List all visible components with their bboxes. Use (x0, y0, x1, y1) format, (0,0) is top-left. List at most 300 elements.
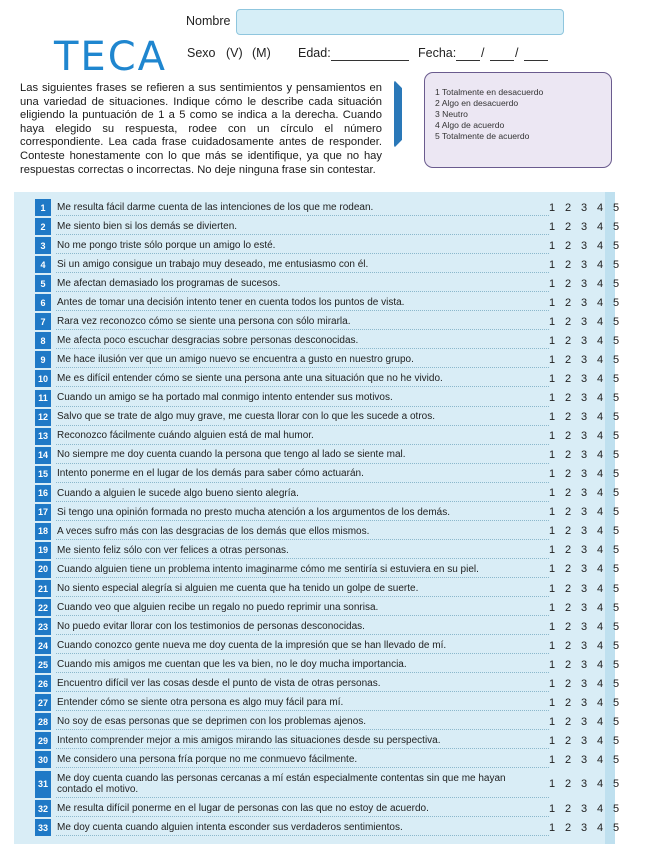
rating-option-1[interactable]: 1 (548, 411, 556, 424)
rating-option-3[interactable]: 3 (580, 430, 588, 443)
item-text: Cuando alguien tiene un problema intento imaginarme cómo me sentiría si estuviera en su piel. (57, 563, 479, 575)
rating-option-1[interactable]: 1 (548, 392, 556, 405)
item-number: 3 (35, 237, 51, 254)
rating-option-1[interactable]: 1 (548, 544, 556, 557)
rating-option-2[interactable]: 2 (564, 220, 572, 233)
rating-option-5[interactable]: 5 (612, 449, 620, 462)
rating-option-2[interactable]: 2 (564, 639, 572, 652)
rating-option-3[interactable]: 3 (580, 296, 588, 309)
rating-scale (545, 732, 629, 749)
rating-option-5[interactable]: 5 (612, 506, 620, 519)
rating-option-1[interactable]: 1 (548, 239, 556, 252)
table-row (14, 580, 620, 597)
rating-option-4[interactable]: 4 (596, 411, 604, 424)
rating-scale (545, 294, 629, 311)
item-number: 26 (35, 675, 51, 692)
rating-option-1[interactable]: 1 (548, 430, 556, 443)
rating-option-3[interactable]: 3 (580, 639, 588, 652)
item-text: No siempre me doy cuenta cuando la persona que tengo al lado se siente mal. (57, 449, 406, 461)
rating-option-5[interactable]: 5 (612, 296, 620, 309)
fecha-year-field[interactable] (524, 60, 548, 61)
rating-option-3[interactable]: 3 (580, 677, 588, 690)
nombre-field[interactable] (236, 9, 564, 35)
rating-option-5[interactable]: 5 (612, 525, 620, 538)
rating-option-3[interactable]: 3 (580, 778, 588, 791)
rating-option-2[interactable]: 2 (564, 544, 572, 557)
rating-option-3[interactable]: 3 (580, 487, 588, 500)
item-number: 10 (35, 370, 51, 387)
rating-option-1[interactable]: 1 (548, 258, 556, 271)
rating-option-3[interactable]: 3 (580, 315, 588, 328)
rating-option-2[interactable]: 2 (564, 487, 572, 500)
rating-scale (545, 447, 629, 464)
rating-option-2[interactable]: 2 (564, 696, 572, 709)
item-text: Me doy cuenta cuando las personas cercanas a mí están especialmente contentas sin que me hayan contado el motivo. (57, 772, 506, 796)
table-row (14, 351, 620, 368)
rating-option-3[interactable]: 3 (580, 658, 588, 671)
item-number: 20 (35, 561, 51, 578)
item-text: Intento ponerme en el lugar de los demás para saber cómo actuarán. (57, 468, 364, 480)
rating-option-5[interactable]: 5 (612, 715, 620, 728)
item-number: 27 (35, 694, 51, 711)
rating-option-5[interactable]: 5 (612, 778, 620, 791)
rating-option-5[interactable]: 5 (612, 201, 620, 214)
rating-option-2[interactable]: 2 (564, 563, 572, 576)
rating-option-4[interactable]: 4 (596, 563, 604, 576)
rating-option-2[interactable]: 2 (564, 334, 572, 347)
item-number: 14 (35, 447, 51, 464)
item-number: 5 (35, 275, 51, 292)
rating-scale (545, 800, 629, 817)
rating-option-4[interactable]: 4 (596, 582, 604, 595)
rating-option-1[interactable]: 1 (548, 620, 556, 633)
rating-option-1[interactable]: 1 (548, 715, 556, 728)
rating-option-3[interactable]: 3 (580, 239, 588, 252)
logo: TECA (54, 34, 167, 80)
rating-option-5[interactable]: 5 (612, 821, 620, 834)
row-rule (56, 816, 549, 817)
rating-option-2[interactable]: 2 (564, 392, 572, 405)
item-text: No siento especial alegría si alguien me cuenta que ha tenido un golpe de suerte. (57, 582, 419, 594)
row-rule (56, 291, 549, 292)
rating-option-5[interactable]: 5 (612, 430, 620, 443)
row-rule (56, 234, 549, 235)
rating-option-2[interactable]: 2 (564, 677, 572, 690)
item-number: 4 (35, 256, 51, 273)
table-row (14, 771, 620, 799)
fecha-day-field[interactable] (456, 60, 480, 61)
rating-scale (545, 599, 629, 616)
rating-scale (545, 523, 629, 540)
rating-scale (545, 504, 629, 521)
rating-scale (545, 637, 629, 654)
rating-option-5[interactable]: 5 (612, 677, 620, 690)
item-text: Me resulta fácil darme cuenta de las intenciones de los que me rodean. (57, 201, 374, 213)
rating-option-1[interactable]: 1 (548, 778, 556, 791)
rating-option-1[interactable]: 1 (548, 734, 556, 747)
item-number: 6 (35, 294, 51, 311)
rating-scale (545, 275, 629, 292)
row-rule (56, 710, 549, 711)
rating-option-3[interactable]: 3 (580, 582, 588, 595)
rating-option-2[interactable]: 2 (564, 525, 572, 538)
item-number: 17 (35, 504, 51, 521)
rating-option-2[interactable]: 2 (564, 201, 572, 214)
rating-option-4[interactable]: 4 (596, 620, 604, 633)
rating-scale (545, 409, 629, 426)
rating-option-4[interactable]: 4 (596, 372, 604, 385)
table-row (14, 542, 620, 559)
rating-option-4[interactable]: 4 (596, 696, 604, 709)
rating-option-2[interactable]: 2 (564, 411, 572, 424)
item-number: 9 (35, 351, 51, 368)
item-text: No soy de esas personas que se deprimen con los problemas ajenos. (57, 716, 367, 728)
item-text: Cuando veo que alguien recibe un regalo no puedo reprimir una sonrisa. (57, 601, 379, 613)
rating-option-3[interactable]: 3 (580, 411, 588, 424)
rating-option-2[interactable]: 2 (564, 601, 572, 614)
rating-option-2[interactable]: 2 (564, 715, 572, 728)
rating-option-4[interactable]: 4 (596, 506, 604, 519)
item-number: 13 (35, 428, 51, 445)
rating-option-3[interactable]: 3 (580, 353, 588, 366)
item-text: Reconozco fácilmente cuándo alguien está de mal humor. (57, 430, 314, 442)
item-text: Me es difícil entender cómo se siente una persona ante una situación que no he vivido. (57, 373, 443, 385)
rating-option-3[interactable]: 3 (580, 821, 588, 834)
rating-option-3[interactable]: 3 (580, 601, 588, 614)
rating-scale (545, 313, 629, 330)
item-text: Me siento feliz sólo con ver felices a otras personas. (57, 544, 289, 556)
rating-option-4[interactable]: 4 (596, 658, 604, 671)
item-text: Cuando un amigo se ha portado mal conmigo intento entender sus motivos. (57, 392, 393, 404)
rating-option-2[interactable]: 2 (564, 506, 572, 519)
rating-option-5[interactable]: 5 (612, 239, 620, 252)
rating-option-3[interactable]: 3 (580, 525, 588, 538)
rating-option-1[interactable]: 1 (548, 696, 556, 709)
rating-scale (545, 466, 629, 483)
row-rule (56, 672, 549, 673)
item-number: 29 (35, 732, 51, 749)
rating-option-2[interactable]: 2 (564, 449, 572, 462)
table-row (14, 332, 620, 349)
rating-option-1[interactable]: 1 (548, 277, 556, 290)
legend-item: 5 Totalmente de acuerdo (435, 131, 530, 141)
rating-option-5[interactable]: 5 (612, 601, 620, 614)
rating-option-5[interactable]: 5 (612, 734, 620, 747)
rating-option-4[interactable]: 4 (596, 734, 604, 747)
rating-option-4[interactable]: 4 (596, 239, 604, 252)
rating-option-3[interactable]: 3 (580, 277, 588, 290)
rating-option-2[interactable]: 2 (564, 620, 572, 633)
item-text: Me afecta poco escuchar desgracias sobre personas desconocidas. (57, 335, 359, 347)
rating-option-4[interactable]: 4 (596, 639, 604, 652)
item-text: Si un amigo consigue un trabajo muy deseado, me entusiasmo con él. (57, 258, 369, 270)
rating-option-1[interactable]: 1 (548, 563, 556, 576)
rating-option-2[interactable]: 2 (564, 239, 572, 252)
rating-option-5[interactable]: 5 (612, 372, 620, 385)
item-number: 24 (35, 637, 51, 654)
table-row (14, 294, 620, 311)
rating-option-5[interactable]: 5 (612, 392, 620, 405)
item-text: Salvo que se trate de algo muy grave, me cuesta llorar con lo que les sucede a otros. (57, 411, 435, 423)
rating-option-4[interactable]: 4 (596, 544, 604, 557)
item-number: 2 (35, 218, 51, 235)
rating-option-2[interactable]: 2 (564, 734, 572, 747)
rating-scale (545, 675, 629, 692)
row-rule (56, 539, 549, 540)
rating-option-3[interactable]: 3 (580, 544, 588, 557)
rating-option-1[interactable]: 1 (548, 802, 556, 815)
rating-option-4[interactable]: 4 (596, 802, 604, 815)
item-text: Cuando mis amigos me cuentan que les va bien, no le doy mucha importancia. (57, 658, 407, 670)
table-row (14, 256, 620, 273)
table-row (14, 218, 620, 235)
rating-scale (545, 561, 629, 578)
rating-option-3[interactable]: 3 (580, 715, 588, 728)
rating-scale (545, 370, 629, 387)
item-number: 32 (35, 800, 51, 817)
rating-option-3[interactable]: 3 (580, 220, 588, 233)
rating-option-2[interactable]: 2 (564, 802, 572, 815)
rating-option-5[interactable]: 5 (612, 315, 620, 328)
item-number: 30 (35, 751, 51, 768)
rating-option-5[interactable]: 5 (612, 582, 620, 595)
item-number: 25 (35, 656, 51, 673)
bracket-decoration (394, 80, 402, 148)
rating-option-1[interactable]: 1 (548, 468, 556, 481)
legend-item: 3 Neutro (435, 109, 468, 119)
fecha-separator: / (481, 46, 485, 60)
rating-option-2[interactable]: 2 (564, 277, 572, 290)
item-text: Cuando a alguien le sucede algo bueno siento alegría. (57, 487, 299, 499)
rating-option-3[interactable]: 3 (580, 563, 588, 576)
table-row (14, 618, 620, 635)
rating-option-1[interactable]: 1 (548, 201, 556, 214)
legend-item: 2 Algo en desacuerdo (435, 98, 519, 108)
rating-option-3[interactable]: 3 (580, 620, 588, 633)
row-rule (56, 463, 549, 464)
rating-option-4[interactable]: 4 (596, 315, 604, 328)
table-row (14, 637, 620, 654)
table-row (14, 390, 620, 407)
rating-option-3[interactable]: 3 (580, 201, 588, 214)
row-rule (56, 272, 549, 273)
rating-option-4[interactable]: 4 (596, 677, 604, 690)
rating-scale (545, 618, 629, 635)
rating-option-3[interactable]: 3 (580, 372, 588, 385)
item-number: 8 (35, 332, 51, 349)
row-rule (56, 577, 549, 578)
rating-option-1[interactable]: 1 (548, 353, 556, 366)
rating-option-2[interactable]: 2 (564, 753, 572, 766)
rating-option-1[interactable]: 1 (548, 506, 556, 519)
rating-option-1[interactable]: 1 (548, 753, 556, 766)
rating-option-3[interactable]: 3 (580, 449, 588, 462)
rating-option-3[interactable]: 3 (580, 506, 588, 519)
row-rule (56, 329, 549, 330)
rating-option-5[interactable]: 5 (612, 220, 620, 233)
rating-option-4[interactable]: 4 (596, 201, 604, 214)
row-rule (56, 797, 549, 798)
rating-option-4[interactable]: 4 (596, 430, 604, 443)
item-text: Me siento bien si los demás se divierten. (57, 220, 238, 232)
rating-option-5[interactable]: 5 (612, 544, 620, 557)
rating-option-3[interactable]: 3 (580, 734, 588, 747)
rating-option-5[interactable]: 5 (612, 802, 620, 815)
rating-option-4[interactable]: 4 (596, 353, 604, 366)
rating-option-1[interactable]: 1 (548, 449, 556, 462)
rating-option-5[interactable]: 5 (612, 258, 620, 271)
rating-option-1[interactable]: 1 (548, 658, 556, 671)
rating-option-5[interactable]: 5 (612, 468, 620, 481)
rating-option-4[interactable]: 4 (596, 392, 604, 405)
item-text: Me doy cuenta cuando alguien intenta esconder sus verdaderos sentimientos. (57, 821, 403, 833)
table-row (14, 732, 620, 749)
rating-option-5[interactable]: 5 (612, 563, 620, 576)
item-number: 23 (35, 618, 51, 635)
row-rule (56, 253, 549, 254)
instructions-text: Las siguientes frases se refieren a sus sentimientos y pensamientos en una variedad de situaciones. Indique cómo le describe cada situación eligiendo la puntuación de 1 a 5 como se indica a la derecha. Cuando haya elegido su respuesta, rodee con un círculo el número correspondiente. Lea cada frase cuidadosamente antes de responder. Conteste honestamente con lo que más se identifique, ya que no hay respuestas correctas o incorrectas. No deje ninguna frase sin contestar. (20, 82, 382, 176)
legend-item: 4 Algo de acuerdo (435, 120, 505, 130)
item-text: Si tengo una opinión formada no presto mucha atención a los argumentos de los demás. (57, 506, 451, 518)
rating-option-1[interactable]: 1 (548, 315, 556, 328)
sexo-v-option[interactable]: (V) (226, 46, 243, 60)
rating-option-5[interactable]: 5 (612, 277, 620, 290)
rating-option-4[interactable]: 4 (596, 334, 604, 347)
row-rule (56, 729, 549, 730)
nombre-label: Nombre (186, 14, 231, 28)
item-text: Entender cómo se siente otra persona es algo muy fácil para mí. (57, 697, 344, 709)
item-text: No me pongo triste sólo porque un amigo lo esté. (57, 239, 276, 251)
table-row (14, 523, 620, 540)
table-row (14, 237, 620, 254)
rating-option-1[interactable]: 1 (548, 601, 556, 614)
rating-option-2[interactable]: 2 (564, 430, 572, 443)
rating-option-2[interactable]: 2 (564, 372, 572, 385)
rating-option-5[interactable]: 5 (612, 620, 620, 633)
rating-option-4[interactable]: 4 (596, 449, 604, 462)
rating-option-1[interactable]: 1 (548, 296, 556, 309)
rating-option-4[interactable]: 4 (596, 753, 604, 766)
rating-option-5[interactable]: 5 (612, 639, 620, 652)
item-text: Antes de tomar una decisión intento tener en cuenta todos los puntos de vista. (57, 297, 405, 309)
rating-option-1[interactable]: 1 (548, 372, 556, 385)
row-rule (56, 748, 549, 749)
row-rule (56, 634, 549, 635)
table-row (14, 561, 620, 578)
item-text: Me considero una persona fría porque no me conmuevo fácilmente. (57, 754, 358, 766)
table-row (14, 466, 620, 483)
rating-scale (545, 428, 629, 445)
sexo-m-option[interactable]: (M) (252, 46, 271, 60)
rating-option-1[interactable]: 1 (548, 487, 556, 500)
rating-option-1[interactable]: 1 (548, 220, 556, 233)
rating-option-2[interactable]: 2 (564, 353, 572, 366)
row-rule (56, 691, 549, 692)
rating-option-2[interactable]: 2 (564, 658, 572, 671)
edad-field[interactable] (331, 60, 409, 61)
table-row (14, 713, 620, 730)
rating-option-4[interactable]: 4 (596, 715, 604, 728)
rating-option-4[interactable]: 4 (596, 277, 604, 290)
rating-option-2[interactable]: 2 (564, 315, 572, 328)
rating-option-1[interactable]: 1 (548, 334, 556, 347)
rating-option-3[interactable]: 3 (580, 392, 588, 405)
item-text: No puedo evitar llorar con los testimonios de personas desconocidas. (57, 620, 365, 632)
rating-option-1[interactable]: 1 (548, 582, 556, 595)
rating-option-4[interactable]: 4 (596, 220, 604, 233)
rating-option-3[interactable]: 3 (580, 802, 588, 815)
rating-option-2[interactable]: 2 (564, 582, 572, 595)
rating-option-5[interactable]: 5 (612, 753, 620, 766)
row-rule (56, 835, 549, 836)
rating-option-1[interactable]: 1 (548, 525, 556, 538)
rating-scale (545, 656, 629, 673)
rating-scale (545, 390, 629, 407)
rating-scale (545, 256, 629, 273)
rating-option-3[interactable]: 3 (580, 334, 588, 347)
item-number: 15 (35, 466, 51, 483)
table-row (14, 819, 620, 836)
rating-option-2[interactable]: 2 (564, 258, 572, 271)
rating-option-1[interactable]: 1 (548, 639, 556, 652)
rating-option-3[interactable]: 3 (580, 258, 588, 271)
table-row (14, 800, 620, 817)
rating-option-2[interactable]: 2 (564, 296, 572, 309)
rating-scale (545, 332, 629, 349)
item-number: 28 (35, 713, 51, 730)
rating-option-2[interactable]: 2 (564, 821, 572, 834)
row-rule (56, 653, 549, 654)
rating-option-2[interactable]: 2 (564, 778, 572, 791)
rating-option-4[interactable]: 4 (596, 296, 604, 309)
rating-option-5[interactable]: 5 (612, 353, 620, 366)
sexo-label: Sexo (187, 46, 216, 60)
rating-option-3[interactable]: 3 (580, 468, 588, 481)
table-row (14, 409, 620, 426)
rating-option-4[interactable]: 4 (596, 601, 604, 614)
rating-option-2[interactable]: 2 (564, 468, 572, 481)
rating-option-4[interactable]: 4 (596, 525, 604, 538)
rating-option-4[interactable]: 4 (596, 487, 604, 500)
table-row (14, 599, 620, 616)
item-text: Intento comprender mejor a mis amigos mirando las situaciones desde su perspectiva. (57, 735, 441, 747)
item-number: 18 (35, 523, 51, 540)
rating-option-4[interactable]: 4 (596, 778, 604, 791)
item-number: 16 (35, 485, 51, 502)
rating-option-5[interactable]: 5 (612, 334, 620, 347)
item-text: Me afectan demasiado los programas de sucesos. (57, 277, 281, 289)
rating-option-5[interactable]: 5 (612, 658, 620, 671)
rating-option-5[interactable]: 5 (612, 411, 620, 424)
rating-option-5[interactable]: 5 (612, 487, 620, 500)
rating-legend (424, 72, 612, 168)
rating-option-4[interactable]: 4 (596, 821, 604, 834)
table-row (14, 675, 620, 692)
row-rule (56, 406, 549, 407)
rating-scale (545, 199, 629, 216)
rating-scale (545, 713, 629, 730)
row-rule (56, 558, 549, 559)
rating-option-1[interactable]: 1 (548, 677, 556, 690)
rating-option-3[interactable]: 3 (580, 753, 588, 766)
rating-option-1[interactable]: 1 (548, 821, 556, 834)
rating-option-4[interactable]: 4 (596, 258, 604, 271)
rating-option-3[interactable]: 3 (580, 696, 588, 709)
table-row (14, 485, 620, 502)
rating-option-4[interactable]: 4 (596, 468, 604, 481)
fecha-month-field[interactable] (490, 60, 514, 61)
rating-option-5[interactable]: 5 (612, 696, 620, 709)
